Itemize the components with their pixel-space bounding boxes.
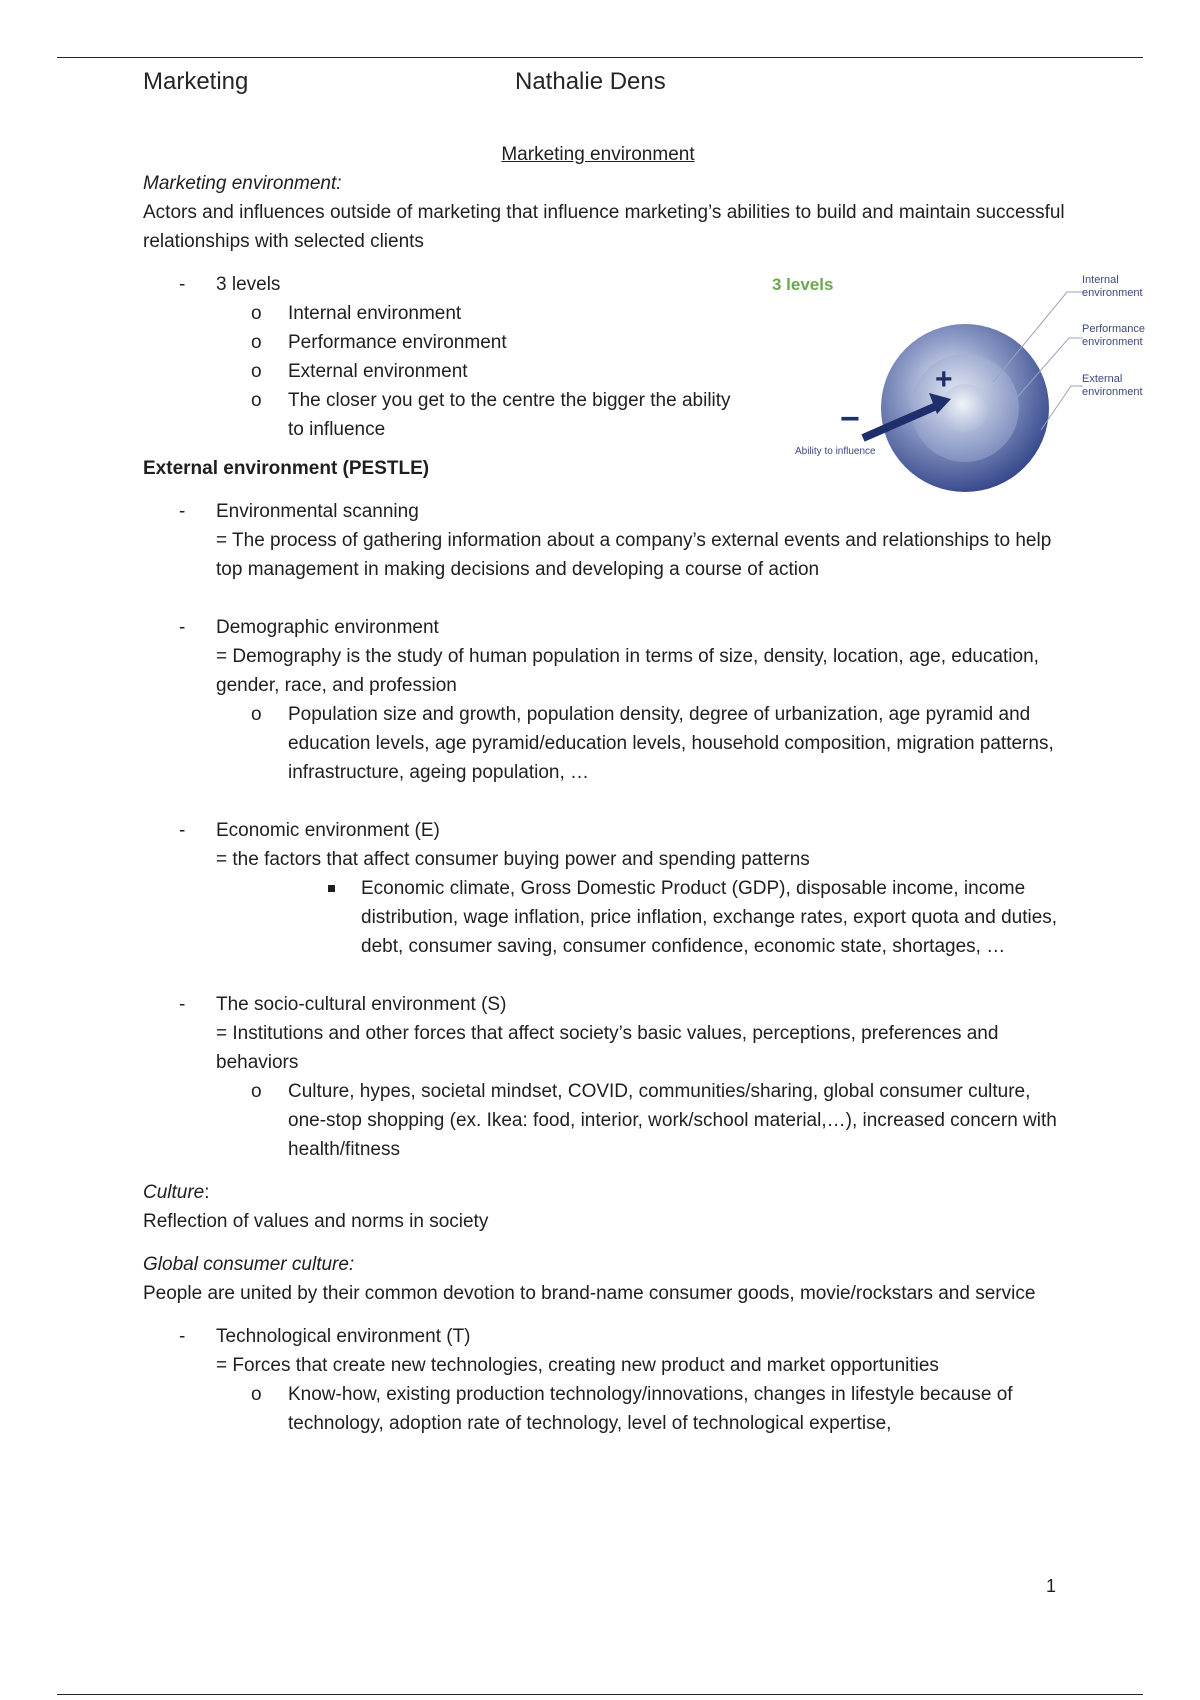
minus-sign: −: [840, 400, 860, 438]
scanning-title: Environmental scanning: [216, 501, 419, 522]
culture-term: Culture: [143, 1182, 205, 1203]
figure-title: 3 levels: [772, 275, 834, 294]
page-title: Marketing environment: [501, 144, 695, 165]
list-item: [143, 1077, 1073, 1164]
performance-label: Performance environment: [1082, 323, 1145, 348]
list-item: [143, 816, 1073, 874]
social-bullet: Culture, hypes, societal mindset, COVID, communities/sharing, global consumer culture, one-stop shopping (ex. Ikea: food, interior, work/school material,…), increased concern with health/fitness: [288, 1081, 1057, 1160]
circle-bullet: o: [251, 361, 262, 382]
level-item: Internal environment: [288, 303, 462, 324]
demographic-title: Demographic environment: [216, 617, 439, 638]
footer-rule: [57, 1694, 1143, 1695]
square-bullet: [328, 885, 335, 892]
circle-bullet: o: [251, 332, 262, 353]
demographic-definition: = Demography is the study of human population in terms of size, density, location, age, education, gender, race, and profession: [216, 646, 1039, 696]
list-item: [143, 497, 1073, 584]
section-heading: External environment (PESTLE): [143, 458, 430, 479]
dash-bullet: -: [179, 820, 186, 841]
circle-bullet: o: [251, 704, 262, 725]
social-title: The socio-cultural environment (S): [216, 994, 507, 1015]
plus-sign: +: [935, 363, 953, 396]
list-item: [143, 700, 1073, 787]
circle-bullet: o: [251, 303, 262, 324]
culture-term-line: [143, 1178, 1073, 1207]
course-name: Marketing: [143, 68, 249, 95]
culture-text: Reflection of values and norms in society: [143, 1211, 489, 1232]
level-item: Performance environment: [288, 332, 507, 353]
external-label: External environment: [1082, 373, 1143, 398]
list-item: [143, 1380, 1073, 1438]
dash-bullet: -: [179, 617, 186, 638]
scanning-definition: = The process of gathering information about a company’s external events and relationships to help top management in making decisions and developing a course of action: [216, 530, 1052, 580]
demographic-bullet: Population size and growth, population density, degree of urbanization, age pyramid and education levels, age pyramid/education levels, household composition, migration patterns, infrastructure, ageing population, …: [288, 704, 1054, 783]
levels-list: [143, 270, 743, 444]
dash-bullet: -: [179, 501, 186, 522]
ability-label: Ability to influence: [795, 446, 876, 457]
header-rule: [57, 57, 1143, 58]
definition-term: Marketing environment:: [143, 173, 342, 194]
list-item: [143, 1322, 1073, 1380]
page-header: [143, 68, 1093, 104]
dash-bullet: -: [179, 274, 186, 295]
list-item: [143, 270, 743, 299]
author-name: Nathalie Dens: [515, 68, 666, 95]
circle-bullet: o: [251, 1384, 262, 1405]
social-definition: = Institutions and other forces that affect society’s basic values, perceptions, preferences and behaviors: [216, 1023, 999, 1073]
level-item: The closer you get to the centre the bigger the ability to influence: [288, 390, 731, 440]
dash-bullet: -: [179, 994, 186, 1015]
circle-bullet: o: [251, 1081, 262, 1102]
global-culture-term: Global consumer culture:: [143, 1254, 355, 1275]
internal-label: Internal environment: [1082, 274, 1143, 299]
list-item: [143, 874, 1073, 961]
list-item: [143, 328, 743, 357]
list-item: [143, 386, 743, 444]
economic-definition: = the factors that affect consumer buying power and spending patterns: [216, 849, 810, 870]
page-number: 1: [1046, 1576, 1057, 1596]
technological-title: Technological environment (T): [216, 1326, 471, 1347]
levels-label: 3 levels: [216, 274, 281, 295]
economic-bullet: Economic climate, Gross Domestic Product (GDP), disposable income, income distribution, wage inflation, price inflation, exchange rates, export quota and duties, debt, consumer saving, consumer confidence, economic state, shortages, …: [361, 878, 1058, 957]
global-culture-text: People are united by their common devotion to brand-name consumer goods, movie/rockstars and service: [143, 1283, 1036, 1304]
level-item: External environment: [288, 361, 468, 382]
list-item: [143, 357, 743, 386]
technological-bullet: Know-how, existing production technology/innovations, changes in lifestyle because of technology, adoption rate of technology, level of technological expertise,: [288, 1384, 1013, 1434]
dash-bullet: -: [179, 1326, 186, 1347]
culture-colon: :: [204, 1182, 210, 1203]
definition-text: Actors and influences outside of marketing that influence marketing’s abilities to build and maintain successful relationships with selected clients: [143, 202, 1065, 252]
technological-definition: = Forces that create new technologies, creating new product and market opportunities: [216, 1355, 939, 1376]
economic-title: Economic environment (E): [216, 820, 440, 841]
list-item: [143, 613, 1073, 700]
circle-bullet: o: [251, 390, 262, 411]
list-item: [143, 990, 1073, 1077]
list-item: [143, 299, 743, 328]
levels-diagram: [765, 262, 1163, 492]
